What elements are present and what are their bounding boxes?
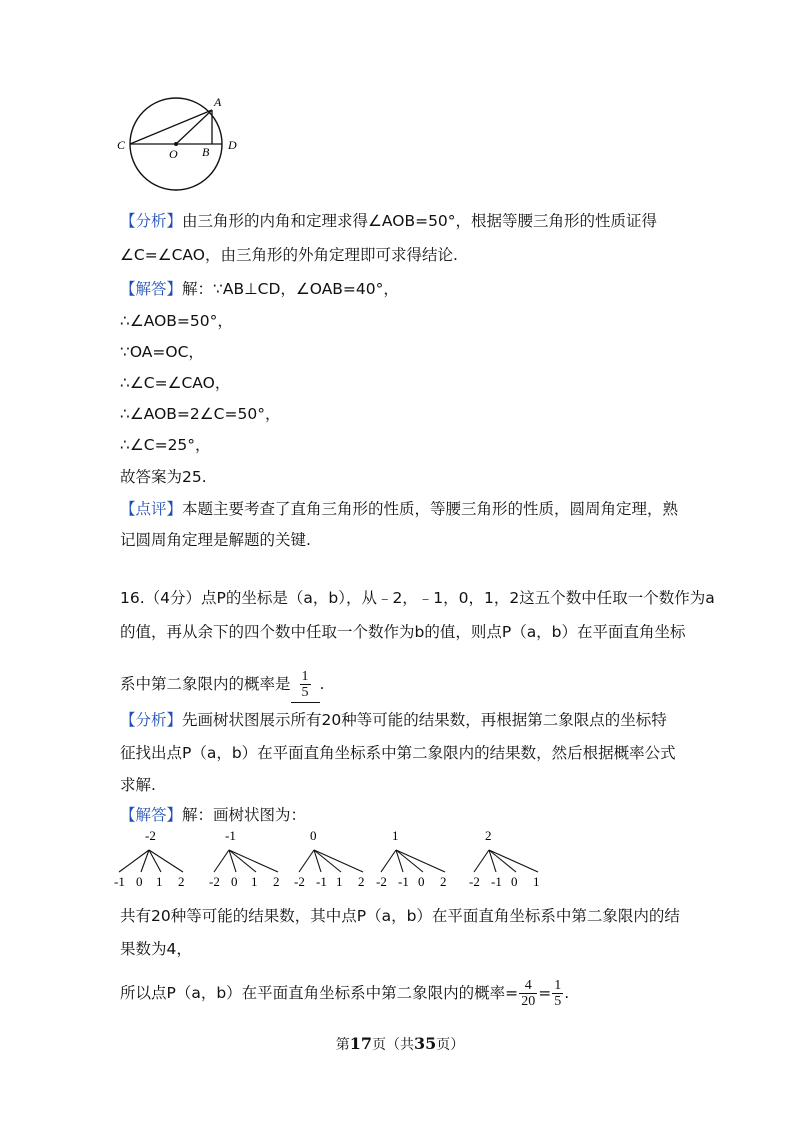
answer-numerator: 1 — [301, 669, 309, 684]
label-o: O — [169, 147, 178, 161]
final-fraction-1 — [519, 978, 537, 1009]
center-dot — [174, 142, 178, 146]
tree-branch — [214, 850, 229, 872]
tree-root-label: 1 — [392, 828, 399, 843]
q16-question-line-3 — [120, 666, 324, 703]
tree-leaf-label: 1 — [156, 874, 163, 889]
analysis-tag: 【分析】 — [120, 711, 183, 729]
analysis-tag: 【分析】 — [120, 212, 183, 230]
segment-oa — [176, 110, 212, 144]
label-c: C — [117, 138, 126, 152]
final-fraction-2-numerator: 1 — [554, 978, 562, 993]
q16-final-line — [120, 975, 569, 1011]
tree-leaf-label: -1 — [316, 874, 327, 889]
tree-branch — [381, 850, 396, 872]
tree-leaf-label: 2 — [440, 874, 447, 889]
q16-question-text-3: 系中第二象限内的概率是 — [120, 675, 291, 693]
tree-branch — [396, 850, 445, 872]
q15-step-1: ∴∠AOB=50°， — [120, 312, 233, 330]
tree-leaf-label: -2 — [294, 874, 305, 889]
q15-comment-line-1 — [120, 499, 678, 519]
final-fraction-1-denominator: 20 — [521, 994, 536, 1009]
tree-leaf-label: -1 — [491, 874, 502, 889]
q16-final-text: 所以点P（a，b）在平面直角坐标系中第二象限内的概率= — [120, 984, 519, 1002]
q15-comment-text-1: 本题主要考查了直角三角形的性质，等腰三角形的性质，圆周角定理，熟 — [182, 500, 679, 518]
comment-tag: 【点评】 — [120, 500, 183, 518]
q16-analysis-text-1: 先画树状图展示所有20种等可能的结果数，再根据第二象限点的坐标特 — [182, 711, 667, 729]
tree-diagram — [112, 826, 552, 892]
q15-analysis-line-1 — [120, 211, 657, 231]
solution-tag: 【解答】 — [120, 806, 183, 824]
tree-leaf-label: 0 — [136, 874, 143, 889]
tree-branch — [489, 850, 538, 872]
tree-leaf-label: -1 — [398, 874, 409, 889]
q16-analysis-line-3: 求解. — [120, 776, 156, 794]
footer-middle: 页（共 — [372, 1037, 414, 1053]
answer-blank — [291, 666, 320, 703]
q16-question-line-2: 的值，再从余下的四个数中任取一个数作为b的值，则点P（a，b）在平面直角坐标 — [120, 623, 686, 641]
final-period: . — [564, 984, 570, 1002]
page-footer — [0, 1034, 800, 1054]
tree-branch — [474, 850, 489, 872]
label-b: B — [202, 145, 210, 159]
q16-question-line-1: 16.（4分）点P的坐标是（a，b），从﹣2，﹣1，0，1，2这五个数中任取一个数作为a — [120, 589, 715, 607]
q16-result-line-2: 果数为4， — [120, 940, 192, 958]
footer-suffix: 页） — [436, 1037, 465, 1053]
q16-solution-text-1: 解：画树状图为： — [182, 806, 307, 824]
q15-step-5: ∴∠C=25°， — [120, 436, 211, 454]
tree-root-label: -1 — [225, 828, 236, 843]
q15-step-3: ∴∠C=∠CAO， — [120, 374, 231, 392]
tree-leaf-label: -2 — [376, 874, 387, 889]
footer-page-number: 17 — [349, 1034, 372, 1053]
tree-leaf-label: 2 — [358, 874, 365, 889]
tree-root-label: 2 — [485, 828, 492, 843]
footer-total-pages: 35 — [414, 1034, 437, 1053]
circle-figure — [112, 92, 252, 194]
q16-analysis-line-1 — [120, 710, 667, 730]
q15-comment-line-2: 记圆周角定理是解题的关键. — [120, 531, 311, 549]
q16-question-end: . — [319, 675, 325, 693]
q15-analysis-line-2: ∠C=∠CAO，由三角形的外角定理即可求得结论. — [120, 246, 458, 264]
q16-analysis-line-2: 征找出点P（a，b）在平面直角坐标系中第二象限内的结果数，然后根据概率公式 — [120, 744, 676, 762]
q16-result-line-1: 共有20种等可能的结果数，其中点P（a，b）在平面直角坐标系中第二象限内的结 — [120, 907, 680, 925]
tree-branch — [229, 850, 278, 872]
tree-branch — [149, 850, 183, 872]
tree-branch — [314, 850, 363, 872]
final-fraction-2-denominator: 5 — [554, 994, 562, 1009]
tree-leaf-label: -2 — [469, 874, 480, 889]
tree-root-label: 0 — [310, 828, 317, 843]
tree-branch — [299, 850, 314, 872]
tree-leaf-label: -1 — [114, 874, 125, 889]
final-fraction-1-numerator: 4 — [524, 978, 532, 993]
label-d: D — [228, 138, 237, 152]
chord-ca — [130, 110, 212, 144]
tree-leaf-label: 0 — [511, 874, 518, 889]
tree-leaf-label: 1 — [251, 874, 258, 889]
final-fraction-2 — [552, 978, 563, 1009]
solution-tag: 【解答】 — [120, 280, 183, 298]
q15-solution-text-1: 解：∵AB⊥CD，∠OAB=40°， — [182, 280, 399, 298]
q15-step-2: ∵OA=OC， — [120, 343, 204, 361]
tree-leaf-label: 1 — [336, 874, 343, 889]
q15-solution-line-1 — [120, 279, 399, 299]
q15-answer: 故答案为25. — [120, 468, 207, 486]
tree-leaf-label: 2 — [273, 874, 280, 889]
answer-fraction — [300, 669, 311, 700]
answer-denominator: 5 — [301, 685, 309, 700]
footer-prefix: 第 — [335, 1037, 350, 1053]
tree-leaf-label: 0 — [231, 874, 238, 889]
tree-root-label: -2 — [145, 828, 156, 843]
final-equals: = — [538, 984, 552, 1002]
q15-analysis-text-1: 由三角形的内角和定理求得∠AOB=50°，根据等腰三角形的性质证得 — [182, 212, 658, 230]
tree-leaf-label: 1 — [533, 874, 540, 889]
tree-leaf-label: 0 — [418, 874, 425, 889]
label-a: A — [214, 95, 222, 109]
tree-leaf-label: -2 — [209, 874, 220, 889]
tree-leaf-label: 2 — [178, 874, 185, 889]
q15-step-4: ∴∠AOB=2∠C=50°， — [120, 405, 281, 423]
q16-solution-line-1 — [120, 805, 306, 825]
